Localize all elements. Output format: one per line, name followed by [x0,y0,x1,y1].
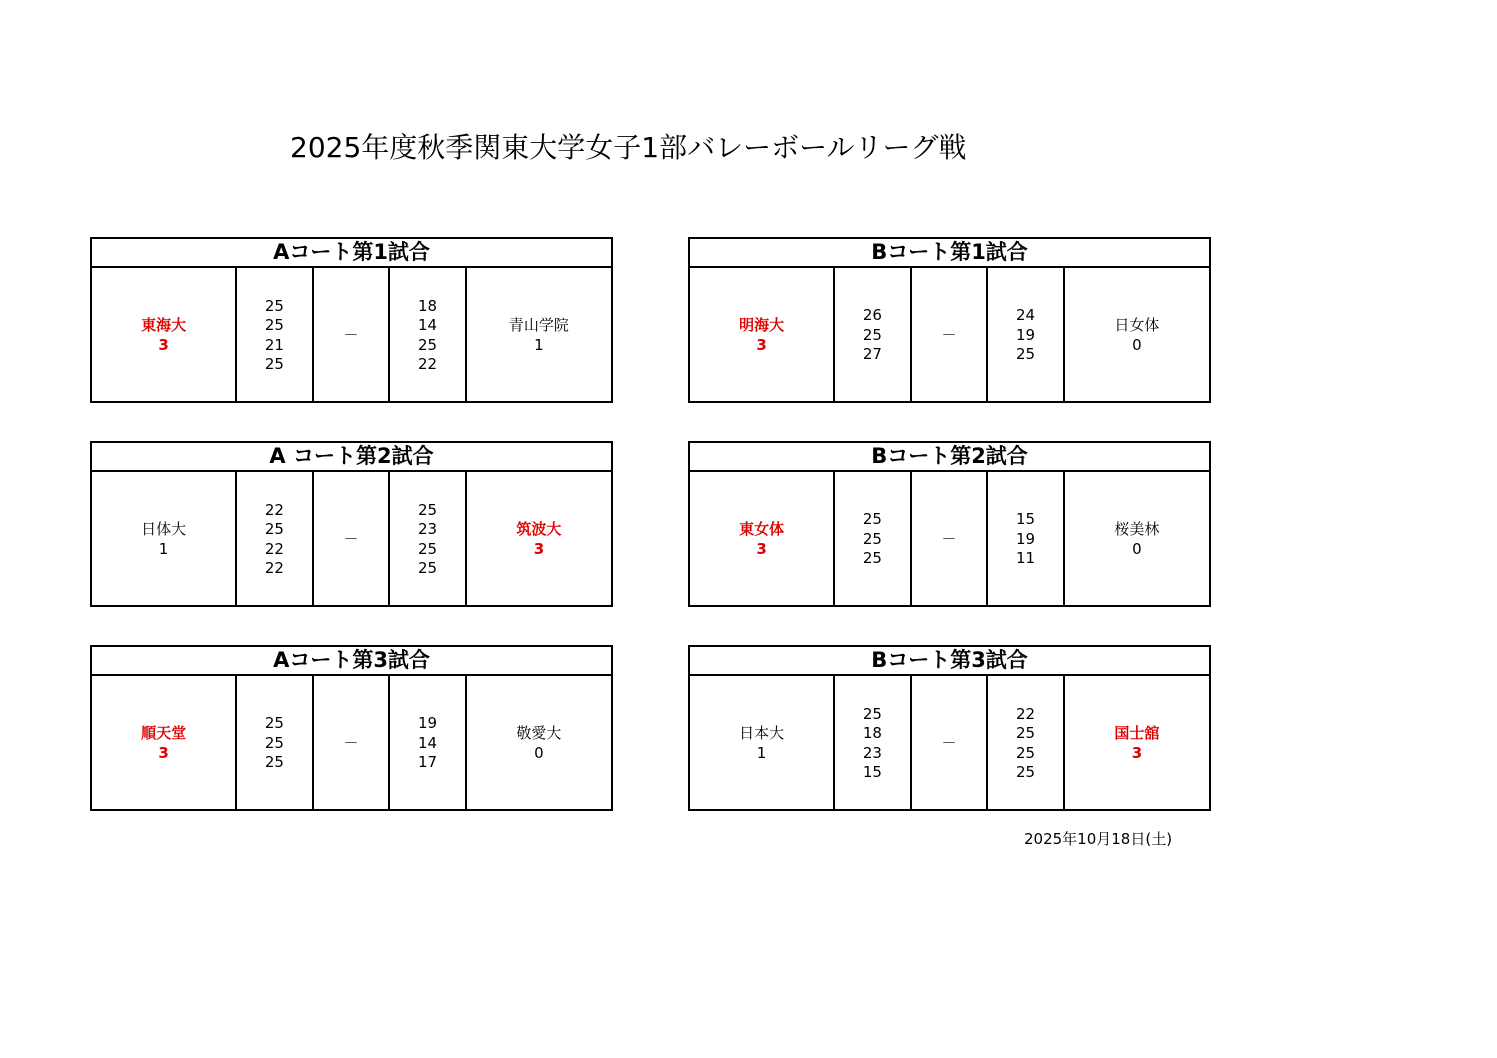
match-body [92,676,611,811]
set-score: 27 [862,345,882,364]
set-score: 22 [264,500,284,519]
set-score: 22 [264,539,284,558]
set-score: 22 [264,559,284,577]
match-header: Bコート第1試合 [690,239,1209,268]
team-left [690,472,835,607]
left-set-scores [835,268,912,403]
team-name: 順天堂 [141,724,187,742]
team-sets-won: 0 [1132,539,1142,558]
set-score: 26 [862,306,882,325]
set-score: 18 [862,724,882,742]
set-score: 25 [418,335,438,354]
set-score: 22 [1016,704,1036,723]
set-score: 14 [418,733,438,752]
team-name: 東女体 [739,520,785,538]
set-score: 23 [862,743,882,762]
set-score: 15 [862,763,882,781]
set-score: 25 [418,559,438,577]
team-sets-won: 3 [756,335,767,354]
match-table [688,645,1211,811]
set-score: 19 [418,714,438,733]
set-score: 25 [264,753,284,772]
team-name: 日本大 [739,724,785,742]
team-sets-won: 3 [756,539,767,558]
match-table [688,237,1211,403]
team-sets-won: 0 [534,743,544,762]
set-score: 25 [418,539,438,558]
team-right [467,268,611,403]
set-score: 25 [862,549,882,568]
set-score: 25 [264,733,284,752]
team-name: 日体大 [141,520,187,538]
set-score: 25 [862,529,882,548]
set-score: 25 [1016,763,1036,781]
team-sets-won: 1 [534,335,544,354]
team-sets-won: 3 [158,743,169,762]
set-score: 23 [418,520,438,538]
left-set-scores [237,268,314,403]
team-sets-won: 1 [158,539,169,558]
right-set-scores [988,268,1065,403]
right-set-scores [390,676,467,811]
set-score: 25 [264,296,284,315]
match-header: Aコート第3試合 [92,647,611,676]
match-body [690,268,1209,403]
set-score: 25 [264,355,284,373]
team-right [1065,676,1209,811]
left-set-scores [835,676,912,811]
set-score: 25 [862,704,882,723]
team-right [467,676,611,811]
match-table [90,441,613,607]
team-left [690,268,835,403]
match-table [90,237,613,403]
team-right [1065,472,1209,607]
match-table [90,645,613,811]
versus-dash: － [912,472,989,607]
team-sets-won: 1 [756,743,767,762]
left-set-scores [835,472,912,607]
set-score: 25 [1016,724,1036,742]
set-score: 19 [1016,529,1036,548]
set-score: 25 [264,520,284,538]
team-name: 東海大 [141,316,187,334]
team-sets-won: 3 [533,539,545,558]
set-score: 25 [264,714,284,733]
right-set-scores [390,472,467,607]
match-header: Bコート第3試合 [690,647,1209,676]
set-score: 24 [1016,306,1036,325]
match-body [690,472,1209,607]
match-header: Aコート第1試合 [92,239,611,268]
match-header: Bコート第2試合 [690,443,1209,472]
team-left [690,676,835,811]
team-left [92,676,237,811]
team-name: 日女体 [1114,316,1160,334]
team-name: 明海大 [739,316,785,334]
team-right [467,472,611,607]
match-table [688,441,1211,607]
match-header: A コート第2試合 [92,443,611,472]
set-score: 25 [1016,345,1036,364]
team-name: 桜美林 [1114,520,1160,538]
set-score: 14 [418,316,438,334]
versus-dash: － [314,676,391,811]
right-set-scores [390,268,467,403]
set-score: 17 [418,753,438,772]
right-set-scores [988,676,1065,811]
team-name: 国士舘 [1114,724,1160,742]
set-score: 25 [418,500,438,519]
set-score: 18 [418,296,438,315]
match-body [690,676,1209,811]
team-sets-won: 3 [158,335,169,354]
right-set-scores [988,472,1065,607]
versus-dash: － [314,472,391,607]
set-score: 11 [1016,549,1036,568]
team-left [92,472,237,607]
match-body [92,472,611,607]
set-score: 19 [1016,325,1036,344]
set-score: 25 [1016,743,1036,762]
left-set-scores [237,472,314,607]
versus-dash: － [912,676,989,811]
set-score: 25 [862,325,882,344]
team-sets-won: 0 [1132,335,1142,354]
match-date: 2025年10月18日(土) [1024,830,1173,848]
left-set-scores [237,676,314,811]
versus-dash: － [314,268,391,403]
team-left [92,268,237,403]
set-score: 25 [264,316,284,334]
versus-dash: － [912,268,989,403]
team-name: 敬愛大 [516,724,562,742]
page-title: 2025年度秋季関東大学女子1部バレーボールリーグ戦 [290,131,967,164]
set-score: 21 [264,335,284,354]
set-score: 25 [862,510,882,529]
set-score: 15 [1016,510,1036,529]
match-body [92,268,611,403]
team-name: 青山学院 [508,316,569,334]
set-score: 22 [418,355,438,373]
team-right [1065,268,1209,403]
team-name: 筑波大 [516,520,562,538]
team-sets-won: 3 [1131,743,1143,762]
